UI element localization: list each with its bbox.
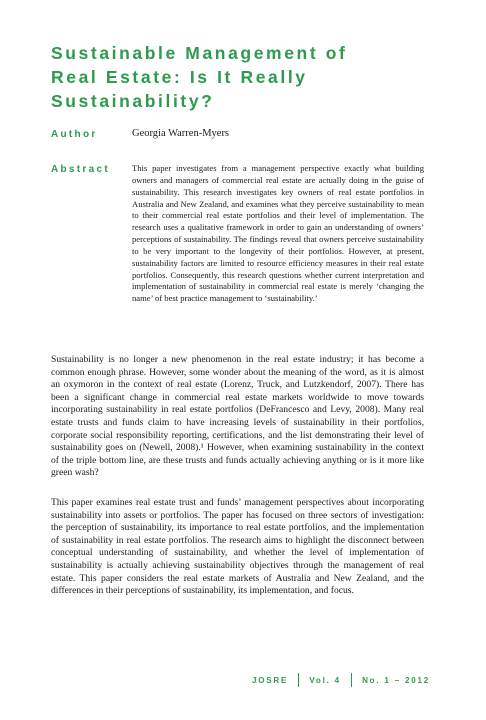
abstract-text: This paper investigates from a management perspective exactly what building owners and managers of commercial real estate are actually doing in the guise of sustainability. This research investigates key owners of real estate portfolios in Australia and New Zealand, and examines what they perceive sustainability to mean to their commercial real estate portfolios and their level of implementation. The research uses a qualitative framework in order to gain an understanding of owners’ perceptions of sustainability. The findings reveal that owners perceive sustainability to be very important to the longevity of their portfolios. However, at present, sustainability factors are limited to resource efficiency measures in their real estate portfolios. Consequently, this research questions whether current interpretation and implementation of sustainability in commercial real estate is merely ‘changing the name’ of best practice management to ‘sustainability.’ xyxy=(132,163,424,304)
body-paragraph: Sustainability is no longer a new phenomenon in the real estate industry; it has become a common enough phrase. However, some wonder about the meaning of the word, as it is almost an oxymoron in the context of real estate (Lorenz, Truck, and Lutzkendorf, 2007). There has been a significant change in commercial real estate markets worldwide to move towards incorporating sustainability in real estate portfolios (DeFrancesco and Levy, 2008). Many real estate trusts and funds claim to have increasing levels of sustainability in their portfolios, corporate social responsibility reporting, certifications, and the list demonstrating their level of sustainability goes on (Newell, 2008).¹ However, when examining sustainability in the context of the triple bottom line, are these trusts and funds actually achieving anything or is it more like green wash? xyxy=(51,354,424,479)
journal-footer xyxy=(252,672,430,688)
footer-divider xyxy=(298,673,299,687)
footer-divider xyxy=(351,673,352,687)
journal-name: JOSRE xyxy=(252,675,289,685)
title-line: Real Estate: Is It Really xyxy=(51,67,308,87)
article-title xyxy=(51,41,451,113)
journal-volume: Vol. 4 xyxy=(309,675,341,685)
author-label: Author xyxy=(51,129,98,140)
title-line: Sustainable Management of xyxy=(51,43,348,63)
author-name: Georgia Warren-Myers xyxy=(132,128,230,139)
journal-issue: No. 1 – 2012 xyxy=(362,675,430,685)
body-paragraph: This paper examines real estate trust and funds’ management perspectives about incorporating sustainability into assets or portfolios. The paper has focused on three sectors of investigation: the perception of sustainability, its importance to real estate portfolios, and the implementation of sustainability in real estate portfolios. The research aims to highlight the disconnect between conceptual understanding of sustainability, and whether the level of implementation of sustainability is actually achieving sustainability objectives through the management of real estate. This paper considers the real estate markets of Australia and New Zealand, and the differences in their perceptions of sustainability, its implementation, and focus. xyxy=(51,497,424,597)
title-line: Sustainability? xyxy=(51,91,215,111)
abstract-label: Abstract xyxy=(51,164,110,175)
